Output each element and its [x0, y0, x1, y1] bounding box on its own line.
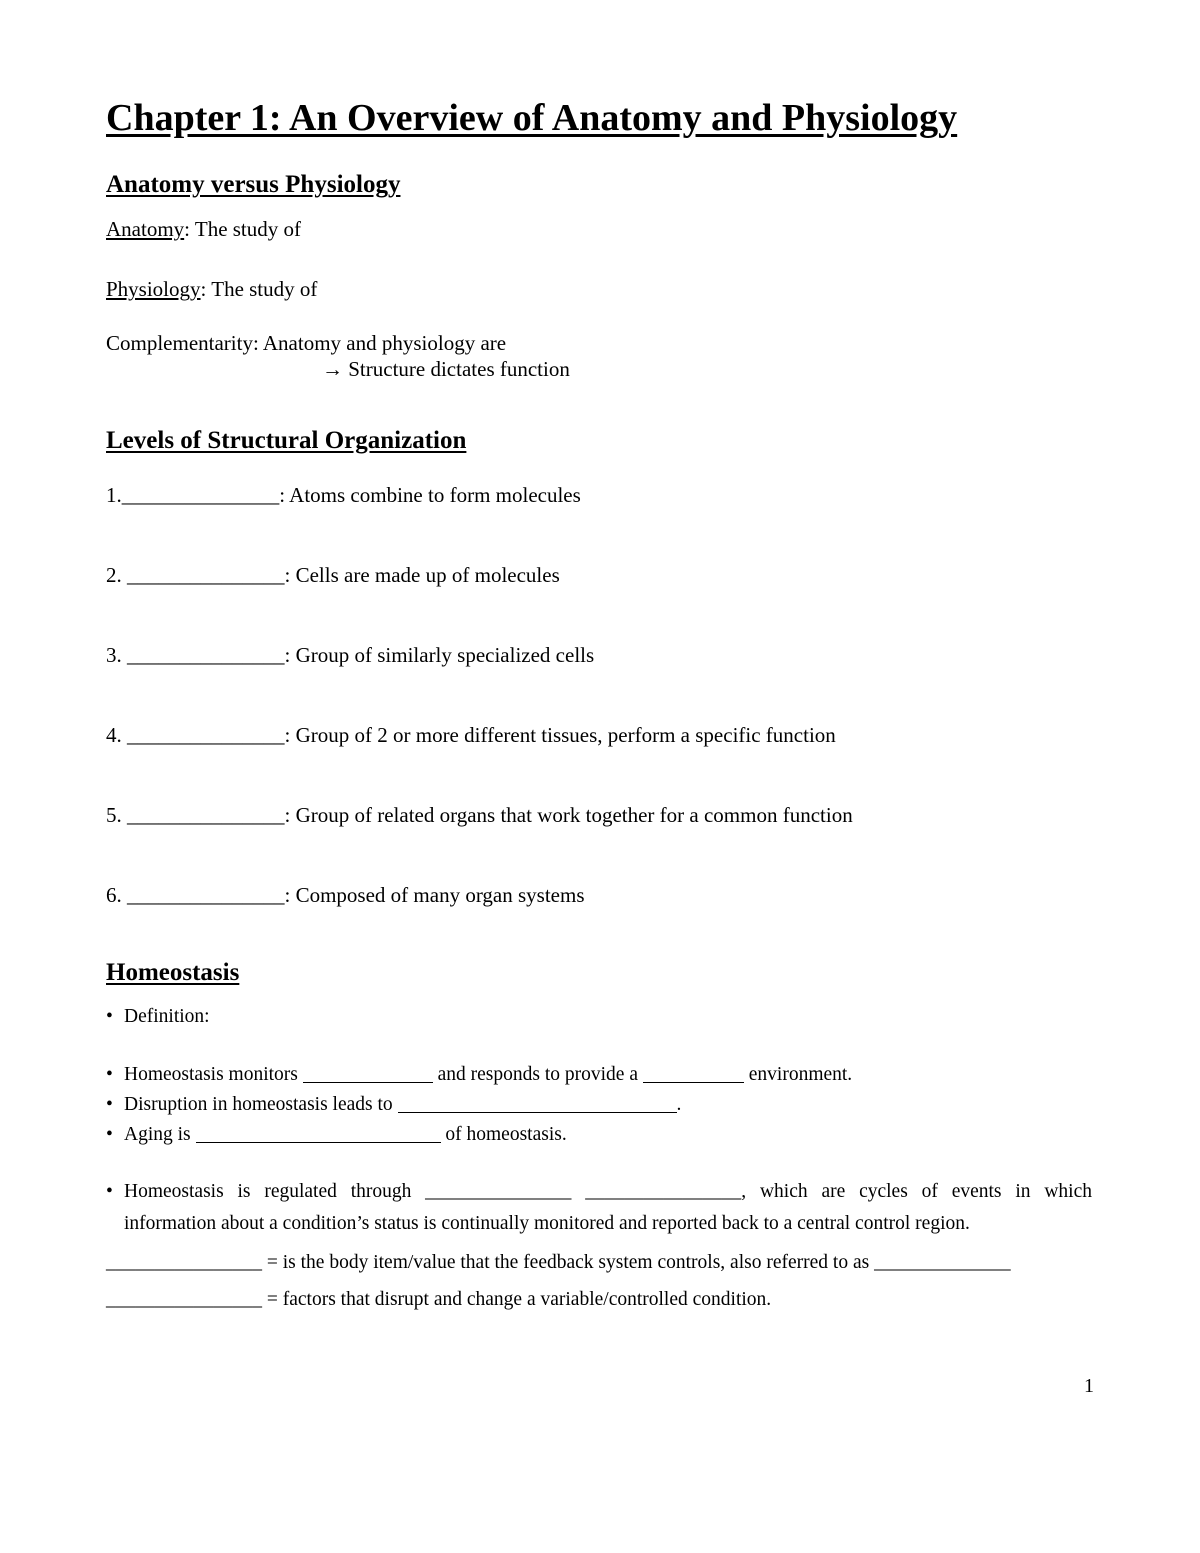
level-item [106, 802, 853, 828]
level-item [106, 722, 836, 748]
level-item [106, 562, 560, 588]
section-heading-levels: Levels of Structural Organization [106, 427, 467, 454]
regulated-line-2: information about a condition’s status is continually monitored and reported back to a central control region. [124, 1213, 970, 1234]
fill-blank [303, 1064, 433, 1083]
level-number: 3. [106, 643, 127, 667]
level-text: : Group of 2 or more different tissues, perform a specific function [284, 723, 836, 747]
stimulus-line [106, 1288, 771, 1312]
bullet-icon: • [106, 1006, 113, 1027]
section-heading-anatomy-vs-physiology: Anatomy versus Physiology [106, 171, 401, 198]
structure-text: Structure dictates function [348, 357, 570, 381]
disruption-bullet [106, 1093, 681, 1117]
bullet-icon: • [106, 1181, 113, 1202]
level-text: : Cells are made up of molecules [284, 563, 560, 587]
monitors-text: Homeostasis monitors [124, 1064, 303, 1085]
bullet-icon: • [106, 1124, 113, 1145]
fill-blank [643, 1064, 744, 1083]
variable-text: = is the body item/value that the feedback system controls, also referred to as [262, 1252, 875, 1273]
aging-bullet [106, 1123, 567, 1147]
disruption-period: . [676, 1094, 682, 1115]
variable-line [106, 1251, 1011, 1275]
level-text: : Atoms combine to form molecules [279, 483, 581, 507]
structure-line [322, 356, 570, 382]
level-blank: _______________ [127, 883, 285, 907]
physiology-line [106, 276, 317, 302]
anatomy-line [106, 216, 301, 242]
page-number: 1 [1084, 1375, 1094, 1397]
anatomy-definition: : The study of [184, 217, 302, 241]
level-text: : Composed of many organ systems [284, 883, 585, 907]
physiology-term: Physiology [106, 277, 201, 301]
disruption-text: Disruption in homeostasis leads to [124, 1094, 398, 1115]
monitors-text-3: environment. [743, 1064, 853, 1085]
level-blank: _______________ [127, 643, 285, 667]
level-blank: _______________ [127, 723, 285, 747]
level-number: 2. [106, 563, 127, 587]
page-title: Chapter 1: An Overview of Anatomy and Physiology [106, 97, 958, 139]
level-blank: _______________ [127, 563, 285, 587]
level-item [106, 642, 594, 668]
level-text: : Group of similarly specialized cells [284, 643, 595, 667]
arrow-icon: → [322, 357, 343, 381]
level-item [106, 882, 585, 908]
level-number: 1. [106, 483, 122, 507]
regulated-line-1: Homeostasis is regulated through _______________ ________________, which are cycles of events in which [124, 1181, 1092, 1202]
section-heading-homeostasis: Homeostasis [106, 959, 240, 986]
physiology-definition: : The study of [200, 277, 318, 301]
aging-text: Aging is [124, 1124, 196, 1145]
level-number: 6. [106, 883, 127, 907]
stimulus-blank: ________________ [106, 1289, 262, 1310]
fill-blank [196, 1124, 441, 1143]
level-blank: _______________ [127, 803, 285, 827]
definition-bullet [106, 1005, 210, 1029]
bullet-icon: • [106, 1094, 113, 1115]
variable-blank: ________________ [106, 1252, 262, 1273]
variable-blank-2: ______________ [874, 1252, 1011, 1273]
level-number: 4. [106, 723, 127, 747]
fill-blank [398, 1094, 677, 1113]
complementarity-line: Complementarity: Anatomy and physiology are [106, 331, 507, 355]
monitors-text-2: and responds to provide a [432, 1064, 643, 1085]
level-number: 5. [106, 803, 127, 827]
level-text: : Group of related organs that work together for a common function [284, 803, 853, 827]
definition-label: Definition: [124, 1006, 210, 1027]
anatomy-term: Anatomy [106, 217, 185, 241]
stimulus-text: = factors that disrupt and change a variable/controlled condition. [262, 1289, 772, 1310]
level-item [106, 482, 581, 508]
level-blank: _______________ [121, 483, 280, 507]
monitors-bullet [106, 1063, 852, 1087]
bullet-icon: • [106, 1064, 113, 1085]
aging-text-2: of homeostasis. [440, 1124, 567, 1145]
